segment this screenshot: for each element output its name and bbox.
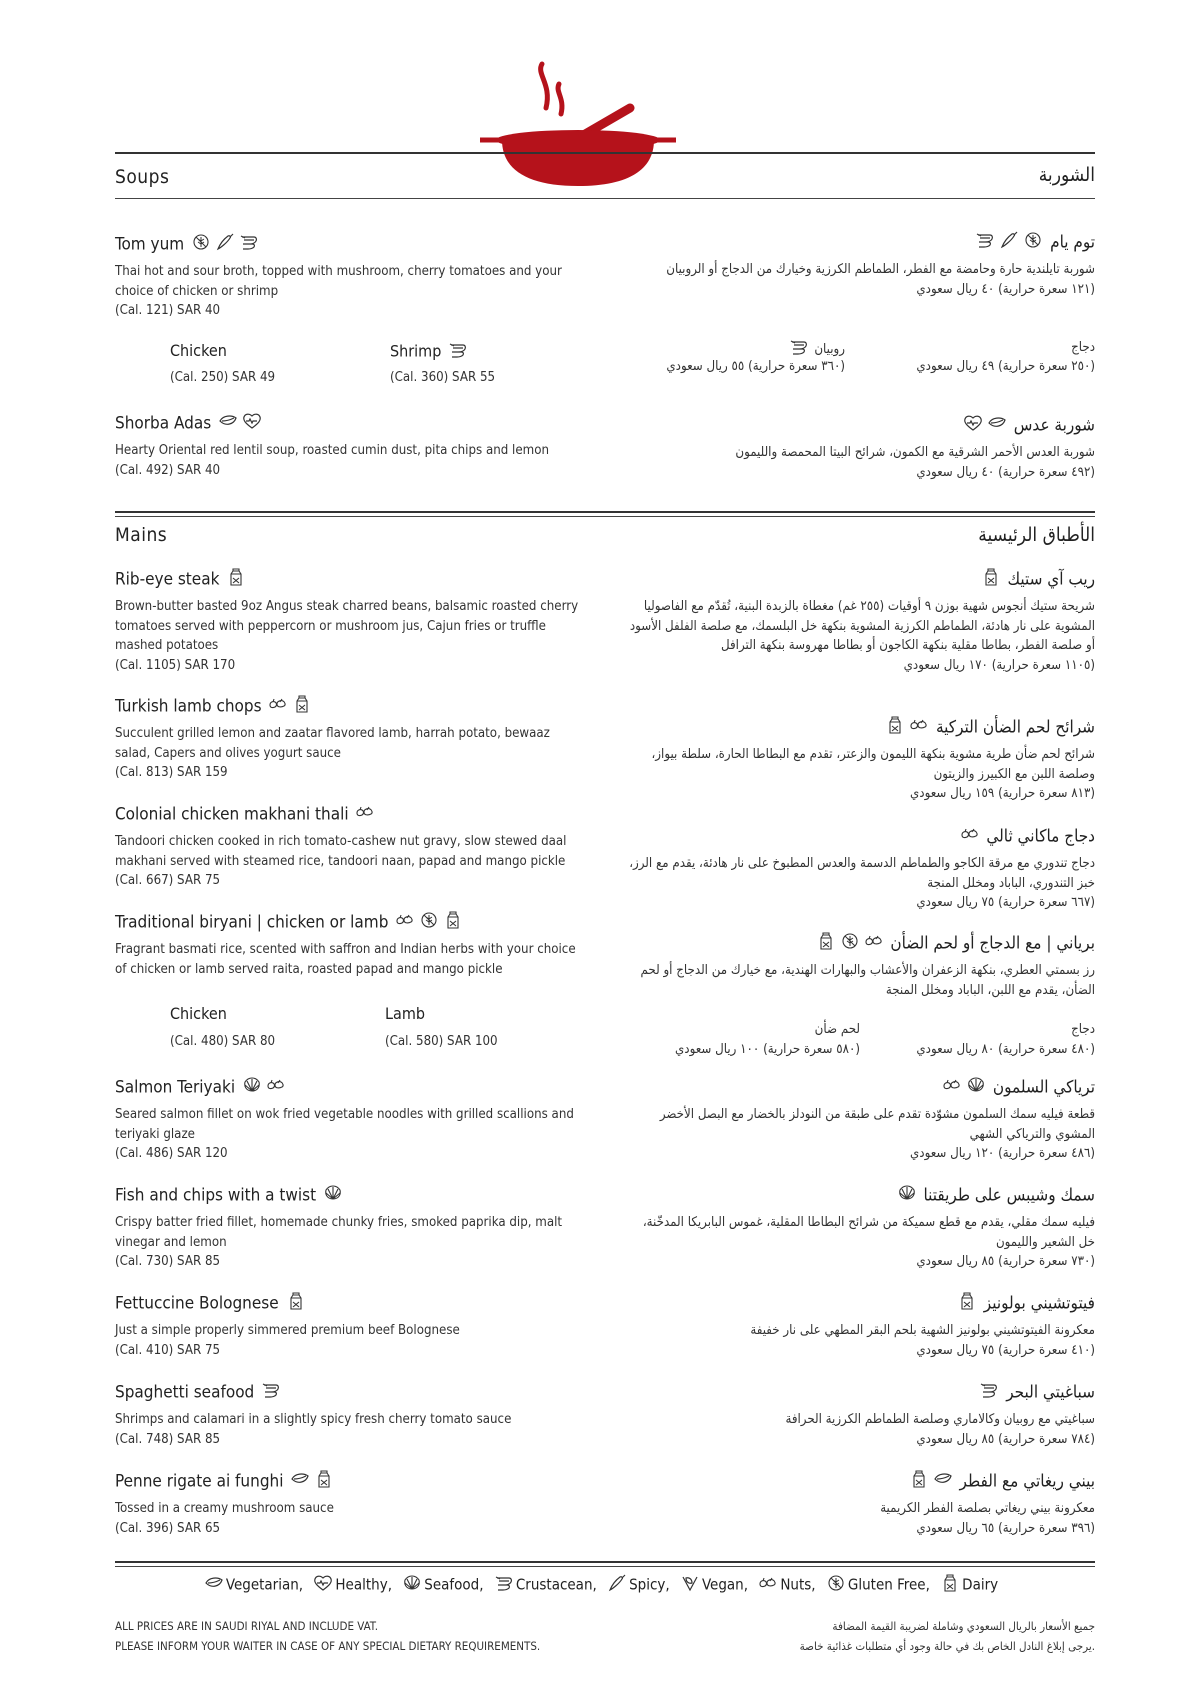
crustacean-icon [239, 233, 259, 256]
item-title: Shorba Adas [115, 413, 212, 434]
menu-item-tom-yum [115, 233, 585, 321]
seafood-icon [897, 1184, 917, 1207]
dairy-icon [292, 695, 312, 718]
item-title-ar: توم يام [1050, 232, 1095, 253]
menu-item-fish-and-chips [115, 1184, 585, 1272]
item-description: Fragrant basmati rice, scented with saffron and Indian herbs with your choice of chicken or lamb served raita, roasted papad and mango pickle [115, 942, 576, 977]
menu-item-spaghetti-seafood [115, 1381, 585, 1449]
option-label: Chicken [170, 1004, 227, 1023]
vegetarian-icon [933, 1470, 953, 1493]
dairy-icon [909, 1470, 929, 1493]
legend-top-rule [115, 1561, 1095, 1563]
menu-item-tom-yum-ar [625, 231, 1095, 299]
mains-mid-rule [115, 516, 1095, 517]
seafood-icon [242, 1076, 262, 1099]
option-label-ar: دجاج [1071, 1022, 1095, 1037]
nuts-icon [960, 825, 980, 848]
item-title-ar: ريب آي ستيك [1007, 569, 1095, 590]
crustacean-icon [448, 341, 468, 363]
nuts-icon [758, 1574, 778, 1596]
option-price: (Cal. 360) SAR 55 [390, 370, 496, 385]
item-price-ar: (٤٨٦ سعرة حرارية) ١٢٠ ريال سعودي [910, 1146, 1095, 1161]
dairy-icon [443, 911, 463, 934]
item-title-ar: سمك وشيبس على طريقتنا [923, 1185, 1095, 1206]
healthy-icon [242, 412, 262, 435]
option-price: (Cal. 480) SAR 80 [170, 1034, 276, 1049]
crustacean-icon [261, 1381, 281, 1404]
footer-line-ar: .يرجى إبلاغ النادل الخاص بك في حالة وجود أي متطلبات غذائية خاصة [799, 1639, 1095, 1653]
soups-bottom-rule [115, 198, 1095, 199]
item-title: Fettuccine Bolognese [115, 1293, 279, 1314]
dairy-icon [940, 1574, 960, 1596]
legend-item: Spicy, [605, 1574, 670, 1596]
item-description-ar: دجاج تندوري مع مرقة الكاجو والطماطم الدسمة والعدس المطبوخ على نار هادئة، يقدم مع الرز، خبز التندوري، الباباد ومخلل المنجة [629, 856, 1095, 891]
item-description-ar: معكرونة الفيتوتشيني بولونيز الشهية بلحم البقر المطهي على نار خفيفة [750, 1323, 1095, 1338]
option-price-ar: (٥٨٠ سعرة حرارية) ١٠٠ ريال سعودي [675, 1042, 860, 1057]
menu-item-fish-and-chips-ar [625, 1184, 1095, 1272]
soups-title-en: Soups [115, 166, 170, 188]
nuts-icon [942, 1076, 962, 1099]
item-price-ar: (٧٣٠ سعرة حرارية) ٨٥ ريال سعودي [916, 1254, 1095, 1269]
option-price: (Cal. 250) SAR 49 [170, 370, 276, 385]
item-title-ar: ترياكي السلمون [992, 1077, 1095, 1098]
option-price-ar: (٤٨٠ سعرة حرارية) ٨٠ ريال سعودي [916, 1042, 1095, 1057]
item-description: Just a simple properly simmered premium beef Bolognese [115, 1323, 460, 1338]
item-price: (Cal. 667) SAR 75 [115, 873, 221, 888]
item-price: (Cal. 121) SAR 40 [115, 303, 221, 318]
item-description: Tandoori chicken cooked in rich tomato-cashew nut gravy, slow stewed daal makhani served with steamed rice, tandoori naan, papad and mango pickle [115, 834, 567, 869]
item-description: Succulent grilled lemon and zaatar flavored lamb, harrah potato, bewaaz salad, Capers and olives yogurt sauce [115, 726, 550, 761]
dairy-icon [885, 716, 905, 739]
soups-top-rule [115, 152, 1095, 154]
item-price-ar: (٨١٣ سعرة حرارية) ١٥٩ ريال سعودي [910, 786, 1095, 801]
item-description-ar: شريحة ستيك أنجوس شهية بوزن ٩ أوقيات (٢٥٥ غم) مغطاة بالزبدة البنية، تُقدّم مع الفاصوليا المشوية على نار هادئة، الطماطم الكرزية المشوية بنكهة خل البلسمك، مع صلصة الفلفل الأسود أو صلصة الفطر، بطاطا مقلية بنكهة الكاجون أو بطاطا مهروسة بنكهة الترافل [629, 599, 1095, 653]
option-price-ar: (٣٦٠ سعرة حرارية) ٥٥ ريال سعودي [666, 359, 845, 374]
dietary-legend [0, 1574, 1200, 1596]
item-title-ar: شرائح لحم الضأن التركية [935, 717, 1095, 738]
footer-line: ALL PRICES ARE IN SAUDI RIYAL AND INCLUDE VAT. [115, 1619, 379, 1633]
crustacean-icon [789, 338, 809, 360]
item-price-ar: (٣٩٦ سعرة حرارية) ٦٥ ريال سعودي [916, 1520, 1095, 1536]
crustacean-icon [979, 1381, 999, 1404]
item-title: Spaghetti seafood [115, 1382, 255, 1403]
menu-item-colonial-chicken-makhani-ar [625, 825, 1095, 913]
option-price-ar: (٢٥٠ سعرة حرارية) ٤٩ ريال سعودي [916, 359, 1095, 374]
item-price: (Cal. 486) SAR 120 [115, 1146, 228, 1161]
soups-title-ar: الشوربة [1038, 164, 1095, 186]
item-description: Thai hot and sour broth, topped with mushroom, cherry tomatoes and your choice of chicken or shrimp [115, 264, 562, 299]
footer-line-ar: جميع الأسعار بالريال السعودي وشاملة لضريبة القيمة المضافة [832, 1619, 1095, 1633]
item-price: (Cal. 396) SAR 65 [115, 1520, 221, 1536]
nuts-icon [268, 695, 288, 718]
healthy-icon [963, 414, 983, 437]
item-title: Colonial chicken makhani thali [115, 804, 349, 825]
item-price: (Cal. 1105) SAR 170 [115, 657, 236, 673]
mains-top-rule [115, 511, 1095, 513]
spicy-icon [215, 233, 235, 256]
option-label-ar: روبيان [787, 338, 845, 360]
item-description: Hearty Oriental red lentil soup, roasted cumin dust, pita chips and lemon [115, 443, 549, 458]
item-title-ar: دجاج ماكاني ثالي [986, 826, 1095, 847]
vegan-icon [680, 1574, 700, 1596]
seafood-icon [966, 1076, 986, 1099]
seafood-icon [323, 1184, 343, 1207]
item-description: Tossed in a creamy mushroom sauce [115, 1501, 334, 1516]
legend-item: Nuts, [756, 1574, 815, 1596]
item-description-ar: شوربة تايلندية حارة وحامضة مع الفطر، الطماطم الكرزية وخيارك من الدجاج أو الروبيان [666, 262, 1095, 277]
option-price: (Cal. 580) SAR 100 [385, 1034, 498, 1049]
mains-title-en: Mains [115, 524, 168, 546]
item-price: (Cal. 748) SAR 85 [115, 1431, 221, 1447]
gluten-free-icon [840, 932, 860, 955]
item-title-ar: برياني | مع الدجاج أو لحم الضأن [890, 933, 1095, 954]
option-label-ar: لحم ضأن [814, 1022, 860, 1037]
item-title-ar: فيتوتشيني بولونيز [983, 1293, 1095, 1314]
gluten-free-icon [191, 233, 211, 256]
item-description: Seared salmon fillet on wok fried vegetable noodles with grilled scallions and teriyaki glaze [115, 1107, 574, 1142]
gluten-free-icon [419, 911, 439, 934]
menu-item-traditional-biryani [115, 911, 585, 979]
menu-item-salmon-teriyaki-ar [625, 1076, 1095, 1164]
item-title: Tom yum [115, 234, 185, 255]
option-label: Chicken [170, 341, 227, 360]
dairy-icon [314, 1470, 334, 1493]
mains-title-ar: الأطباق الرئيسية [978, 524, 1095, 546]
item-price: (Cal. 492) SAR 40 [115, 462, 221, 478]
vegetarian-icon [290, 1470, 310, 1493]
option-label: Lamb [385, 1004, 425, 1023]
vegetarian-icon [218, 412, 238, 435]
vegetarian-icon [987, 414, 1007, 437]
item-price-ar: (١٢١ سعرة حرارية) ٤٠ ريال سعودي [916, 281, 1095, 297]
dairy-icon [981, 568, 1001, 591]
item-title-ar: شوربة عدس [1013, 415, 1095, 436]
legend-mid-rule [115, 1566, 1095, 1567]
gluten-free-icon [1023, 231, 1043, 254]
option-label-ar: دجاج [1071, 340, 1095, 355]
spicy-icon [607, 1574, 627, 1596]
menu-item-shorba-adas [115, 412, 585, 480]
menu-item-spaghetti-seafood-ar [625, 1381, 1095, 1449]
legend-item: Dairy [938, 1574, 998, 1596]
footer-note-en [115, 1616, 540, 1656]
item-title-ar: سباغيتي البحر [1006, 1382, 1095, 1403]
item-description: Crispy batter fried fillet, homemade chunky fries, smoked paprika dip, malt vinegar and lemon [115, 1215, 563, 1250]
gluten-free-icon [826, 1574, 846, 1596]
item-title: Rib-eye steak [115, 569, 220, 590]
item-price: (Cal. 730) SAR 85 [115, 1254, 221, 1269]
item-title: Salmon Teriyaki [115, 1077, 236, 1098]
legend-item: Vegetarian, [202, 1574, 303, 1596]
menu-item-rib-eye-steak [115, 568, 585, 675]
crustacean-icon [494, 1574, 514, 1596]
item-description-ar: شرائح لحم ضأن طرية مشوية بنكهة الليمون والزعتر، تقدم مع البطاطا الحارة، سلطة بيواز، وصلصة اللبن مع الكبيرز والزيتون [651, 747, 1095, 782]
item-description-ar: معكرونة بيني ريغاتي بصلصة الفطر الكريمية [880, 1501, 1095, 1516]
menu-item-turkish-lamb-chops [115, 695, 585, 783]
item-price-ar: (٤١٠ سعرة حرارية) ٧٥ ريال سعودي [916, 1342, 1095, 1358]
item-price-ar: (٧٨٤ سعرة حرارية) ٨٥ ريال سعودي [916, 1431, 1095, 1447]
seafood-icon [402, 1574, 422, 1596]
item-description-ar: فيليه سمك مقلي، يقدم مع قطع سميكة من شرائح البطاطا المقلية، غموس البابريكا المدخّنة، خل الشعير والليمون [642, 1215, 1095, 1250]
menu-item-salmon-teriyaki [115, 1076, 585, 1164]
item-description: Shrimps and calamari in a slightly spicy fresh cherry tomato sauce [115, 1412, 512, 1427]
legend-item: Gluten Free, [824, 1574, 930, 1596]
item-title-ar: بيني ريغاتي مع الفطر [959, 1471, 1095, 1492]
legend-item: Vegan, [678, 1574, 748, 1596]
menu-item-rib-eye-steak-ar [625, 568, 1095, 675]
menu-item-fettuccine-bolognese-ar [625, 1292, 1095, 1360]
item-price-ar: (٦٦٧ سعرة حرارية) ٧٥ ريال سعودي [916, 895, 1095, 910]
nuts-icon [395, 911, 415, 934]
item-description-ar: شوربة العدس الأحمر الشرقية مع الكمون، شرائح البيتا المحمصة والليمون [735, 445, 1095, 460]
menu-item-fettuccine-bolognese [115, 1292, 585, 1360]
menu-item-traditional-biryani-ar [625, 932, 1095, 1000]
item-price: (Cal. 813) SAR 159 [115, 765, 228, 780]
nuts-icon [266, 1076, 286, 1099]
menu-item-penne-rigate-ar [625, 1470, 1095, 1538]
item-price-ar: (٤٩٢ سعرة حرارية) ٤٠ ريال سعودي [916, 464, 1095, 480]
item-price-ar: (١١٠٥ سعرة حرارية) ١٧٠ ريال سعودي [903, 657, 1095, 673]
item-description: Brown-butter basted 9oz Angus steak charred beans, balsamic roasted cherry tomatoes served with peppercorn or mushroom jus, Cajun fries or truffle mashed potatoes [115, 599, 579, 653]
footer-note-ar [800, 1616, 1095, 1656]
option-label: Shrimp [390, 341, 470, 363]
item-title: Turkish lamb chops [115, 696, 262, 717]
spicy-icon [999, 231, 1019, 254]
dairy-icon [286, 1292, 306, 1315]
legend-item: Crustacean, [492, 1574, 597, 1596]
menu-item-turkish-lamb-chops-ar [625, 716, 1095, 804]
item-title: Fish and chips with a twist [115, 1185, 317, 1206]
crustacean-icon [975, 231, 995, 254]
menu-item-shorba-adas-ar [625, 414, 1095, 482]
item-description-ar: قطعة فيليه سمك السلمون مشوّدة تقدم على طبقة من النودلز بالخضار مع البصل الأخضر المشوي والترياكي الشهي [659, 1107, 1095, 1142]
vegetarian-icon [204, 1574, 224, 1596]
healthy-icon [313, 1574, 333, 1596]
nuts-icon [355, 803, 375, 826]
item-title: Traditional biryani | chicken or lamb [115, 912, 389, 933]
menu-item-penne-rigate [115, 1470, 585, 1538]
item-description-ar: سباغيتي مع روبيان وكالاماري وصلصة الطماطم الكرزية الحرافة [785, 1412, 1095, 1427]
item-price: (Cal. 410) SAR 75 [115, 1342, 221, 1358]
legend-item: Healthy, [311, 1574, 392, 1596]
menu-item-colonial-chicken-makhani [115, 803, 585, 891]
legend-item: Seafood, [400, 1574, 483, 1596]
item-description-ar: رز بسمتي العطري، بنكهة الزعفران والأعشاب والبهارات الهندية، مع خيارك من الدجاج أو لحم الضأن، يقدم مع اللبن، الباباد ومخلل المنجة [640, 963, 1095, 998]
dairy-icon [957, 1292, 977, 1315]
nuts-icon [909, 716, 929, 739]
footer-line: PLEASE INFORM YOUR WAITER IN CASE OF ANY SPECIAL DIETARY REQUIREMENTS. [115, 1639, 541, 1653]
nuts-icon [864, 932, 884, 955]
dairy-icon [816, 932, 836, 955]
item-title: Penne rigate ai funghi [115, 1471, 284, 1492]
dairy-icon [226, 568, 246, 591]
